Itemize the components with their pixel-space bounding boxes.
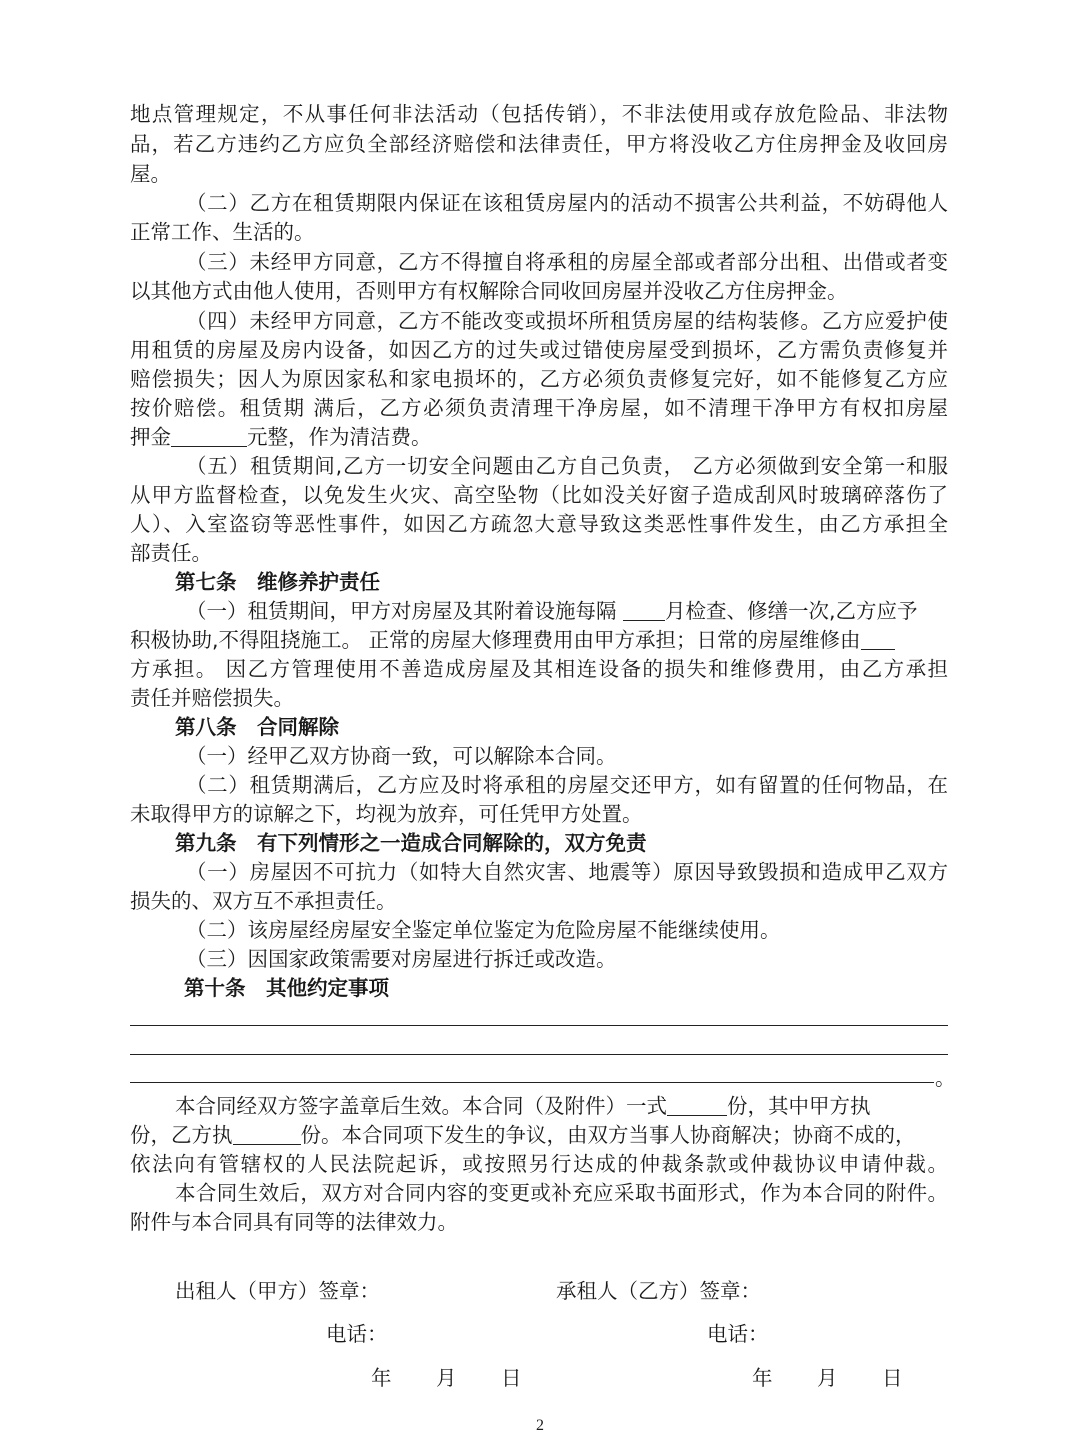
text-line: 附件与本合同具有同等的法律效力。 <box>130 1210 458 1234</box>
lessor-year-label: 年 <box>371 1366 392 1390</box>
text-line: 品，若乙方违约乙方应负全部经济赔偿和法律责任，甲方将没收乙方住房押金及收回房 <box>130 132 948 156</box>
clause-9-2: （二）该房屋经房屋安全鉴定单位鉴定为危险房屋不能继续使用。 <box>186 918 781 942</box>
blank-line-3[interactable] <box>130 1082 934 1083</box>
text-segment: 月检查、修缮一次,乙方应予 <box>665 599 918 623</box>
copies-total-blank[interactable] <box>667 1095 727 1116</box>
clause-9-1: （一）房屋因不可抗力（如特大自然灾害、地震等）原因导致毁损和造成甲乙双方 <box>186 860 948 884</box>
text-line: 地点管理规定，不从事任何非法活动（包括传销），不非法使用或存放危险品、非法物 <box>130 102 948 126</box>
clause-5: （五）租赁期间,乙方一切安全问题由乙方自己负责， 乙方必须做到安全第一和服 <box>186 454 948 478</box>
text-segment: 份，其中甲方执 <box>727 1094 871 1118</box>
text-line: 以其他方式由他人使用，否则甲方有权解除合同收回房屋并没收乙方住房押金。 <box>130 279 848 303</box>
text-segment: （一）租赁期间，甲方对房屋及其附着设施每隔 <box>186 599 624 623</box>
article-7-line-1 <box>186 597 948 626</box>
lessee-phone-label: 电话： <box>707 1322 769 1346</box>
text-line: 屋。 <box>130 162 171 186</box>
article-7-title: 第七条 维修养护责任 <box>175 570 380 594</box>
effect-line-2 <box>130 1121 948 1150</box>
deposit-line <box>130 423 948 452</box>
article-8-title: 第八条 合同解除 <box>175 715 339 739</box>
page-number: 2 <box>536 1417 544 1434</box>
text-line: 人）、入室盗窃等恶性事件，如因乙方疏忽大意导致这类恶性事件发生，由乙方承担全 <box>130 512 948 536</box>
text-line: 损失的、双方互不承担责任。 <box>130 889 397 913</box>
clause-8-2: （二）租赁期满后，乙方应及时将承租的房屋交还甲方，如有留置的任何物品，在 <box>186 773 948 797</box>
text-line: 未取得甲方的谅解之下，均视为放弃，可任凭甲方处置。 <box>130 802 643 826</box>
clause-3: （三）未经甲方同意，乙方不得擅自将承租的房屋全部或者部分出租、出借或者变 <box>186 250 948 274</box>
clause-2: （二）乙方在租赁期限内保证在该租赁房屋内的活动不损害公共利益，不妨碍他人 <box>186 191 948 215</box>
lessee-month-label: 月 <box>817 1366 838 1390</box>
deposit-amount-blank[interactable] <box>171 426 247 447</box>
lessor-signature-label: 出租人（甲方）签章： <box>175 1279 380 1303</box>
blank-line-1[interactable] <box>130 1025 948 1026</box>
deposit-suffix: 元整，作为清洁费。 <box>247 425 432 449</box>
lessee-day-label: 日 <box>882 1366 903 1390</box>
text-segment: 份，乙方执 <box>130 1123 233 1147</box>
clause-9-3: （三）因国家政策需要对房屋进行拆迁或改造。 <box>186 947 617 971</box>
lessor-phone-label: 电话： <box>326 1322 388 1346</box>
text-line: 本合同生效后，双方对合同内容的变更或补充应采取书面形式，作为本合同的附件。 <box>175 1181 948 1205</box>
copies-lessee-blank[interactable] <box>233 1124 301 1145</box>
repair-party-blank[interactable] <box>861 629 895 650</box>
text-line: 依法向有管辖权的人民法院起诉，或按照另行达成的仲裁条款或仲裁协议申请仲裁。 <box>130 1152 948 1176</box>
text-line: 方承担。 因乙方管理使用不善造成房屋及其相连设备的损失和维修费用，由乙方承担 <box>130 657 948 681</box>
text-line: 赔偿损失；因人为原因家私和家电损坏的，乙方必须负责修复完好，如不能修复乙方应 <box>130 367 948 391</box>
text-segment: 本合同经双方签字盖章后生效。本合同（及附件）一式 <box>175 1094 667 1118</box>
text-segment: 积极协助,不得阻挠施工。 正常的房屋大修理费用由甲方承担；日常的房屋维修由 <box>130 628 861 652</box>
text-line: 责任并赔偿损失。 <box>130 686 294 710</box>
text-line: 按价赔偿。租赁期 满后，乙方必须负责清理干净房屋，如不清理干净甲方有权扣房屋 <box>130 396 948 420</box>
article-9-title: 第九条 有下列情形之一造成合同解除的，双方免责 <box>175 831 647 855</box>
effect-line-1 <box>175 1092 993 1121</box>
clause-4: （四）未经甲方同意，乙方不能改变或损坏所租赁房屋的结构装修。乙方应爱护使 <box>186 309 948 333</box>
lessor-day-label: 日 <box>501 1366 522 1390</box>
text-line: 正常工作、生活的。 <box>130 220 315 244</box>
text-segment: 份。本合同项下发生的争议，由双方当事人协商解决；协商不成的， <box>300 1123 916 1147</box>
lessee-year-label: 年 <box>752 1366 773 1390</box>
text-line: 从甲方监督检查，以免发生火灾、高空坠物（比如没关好窗子造成刮风时玻璃碎落伤了 <box>130 483 948 507</box>
lessor-month-label: 月 <box>436 1366 457 1390</box>
text-line: 部责任。 <box>130 541 212 565</box>
deposit-label: 押金 <box>130 425 171 449</box>
text-line: 用租赁的房屋及房内设备，如因乙方的过失或过错使房屋受到损坏，乙方需负责修复并 <box>130 338 948 362</box>
inspection-months-blank[interactable] <box>623 600 665 621</box>
article-7-line-2 <box>130 626 948 655</box>
blank-line-2[interactable] <box>130 1054 948 1055</box>
clause-8-1: （一）经甲乙双方协商一致，可以解除本合同。 <box>186 744 617 768</box>
article-10-title: 第十条 其他约定事项 <box>184 976 389 1000</box>
lessee-signature-label: 承租人（乙方）签章： <box>556 1279 761 1303</box>
blank-line-end: 。 <box>935 1066 956 1090</box>
